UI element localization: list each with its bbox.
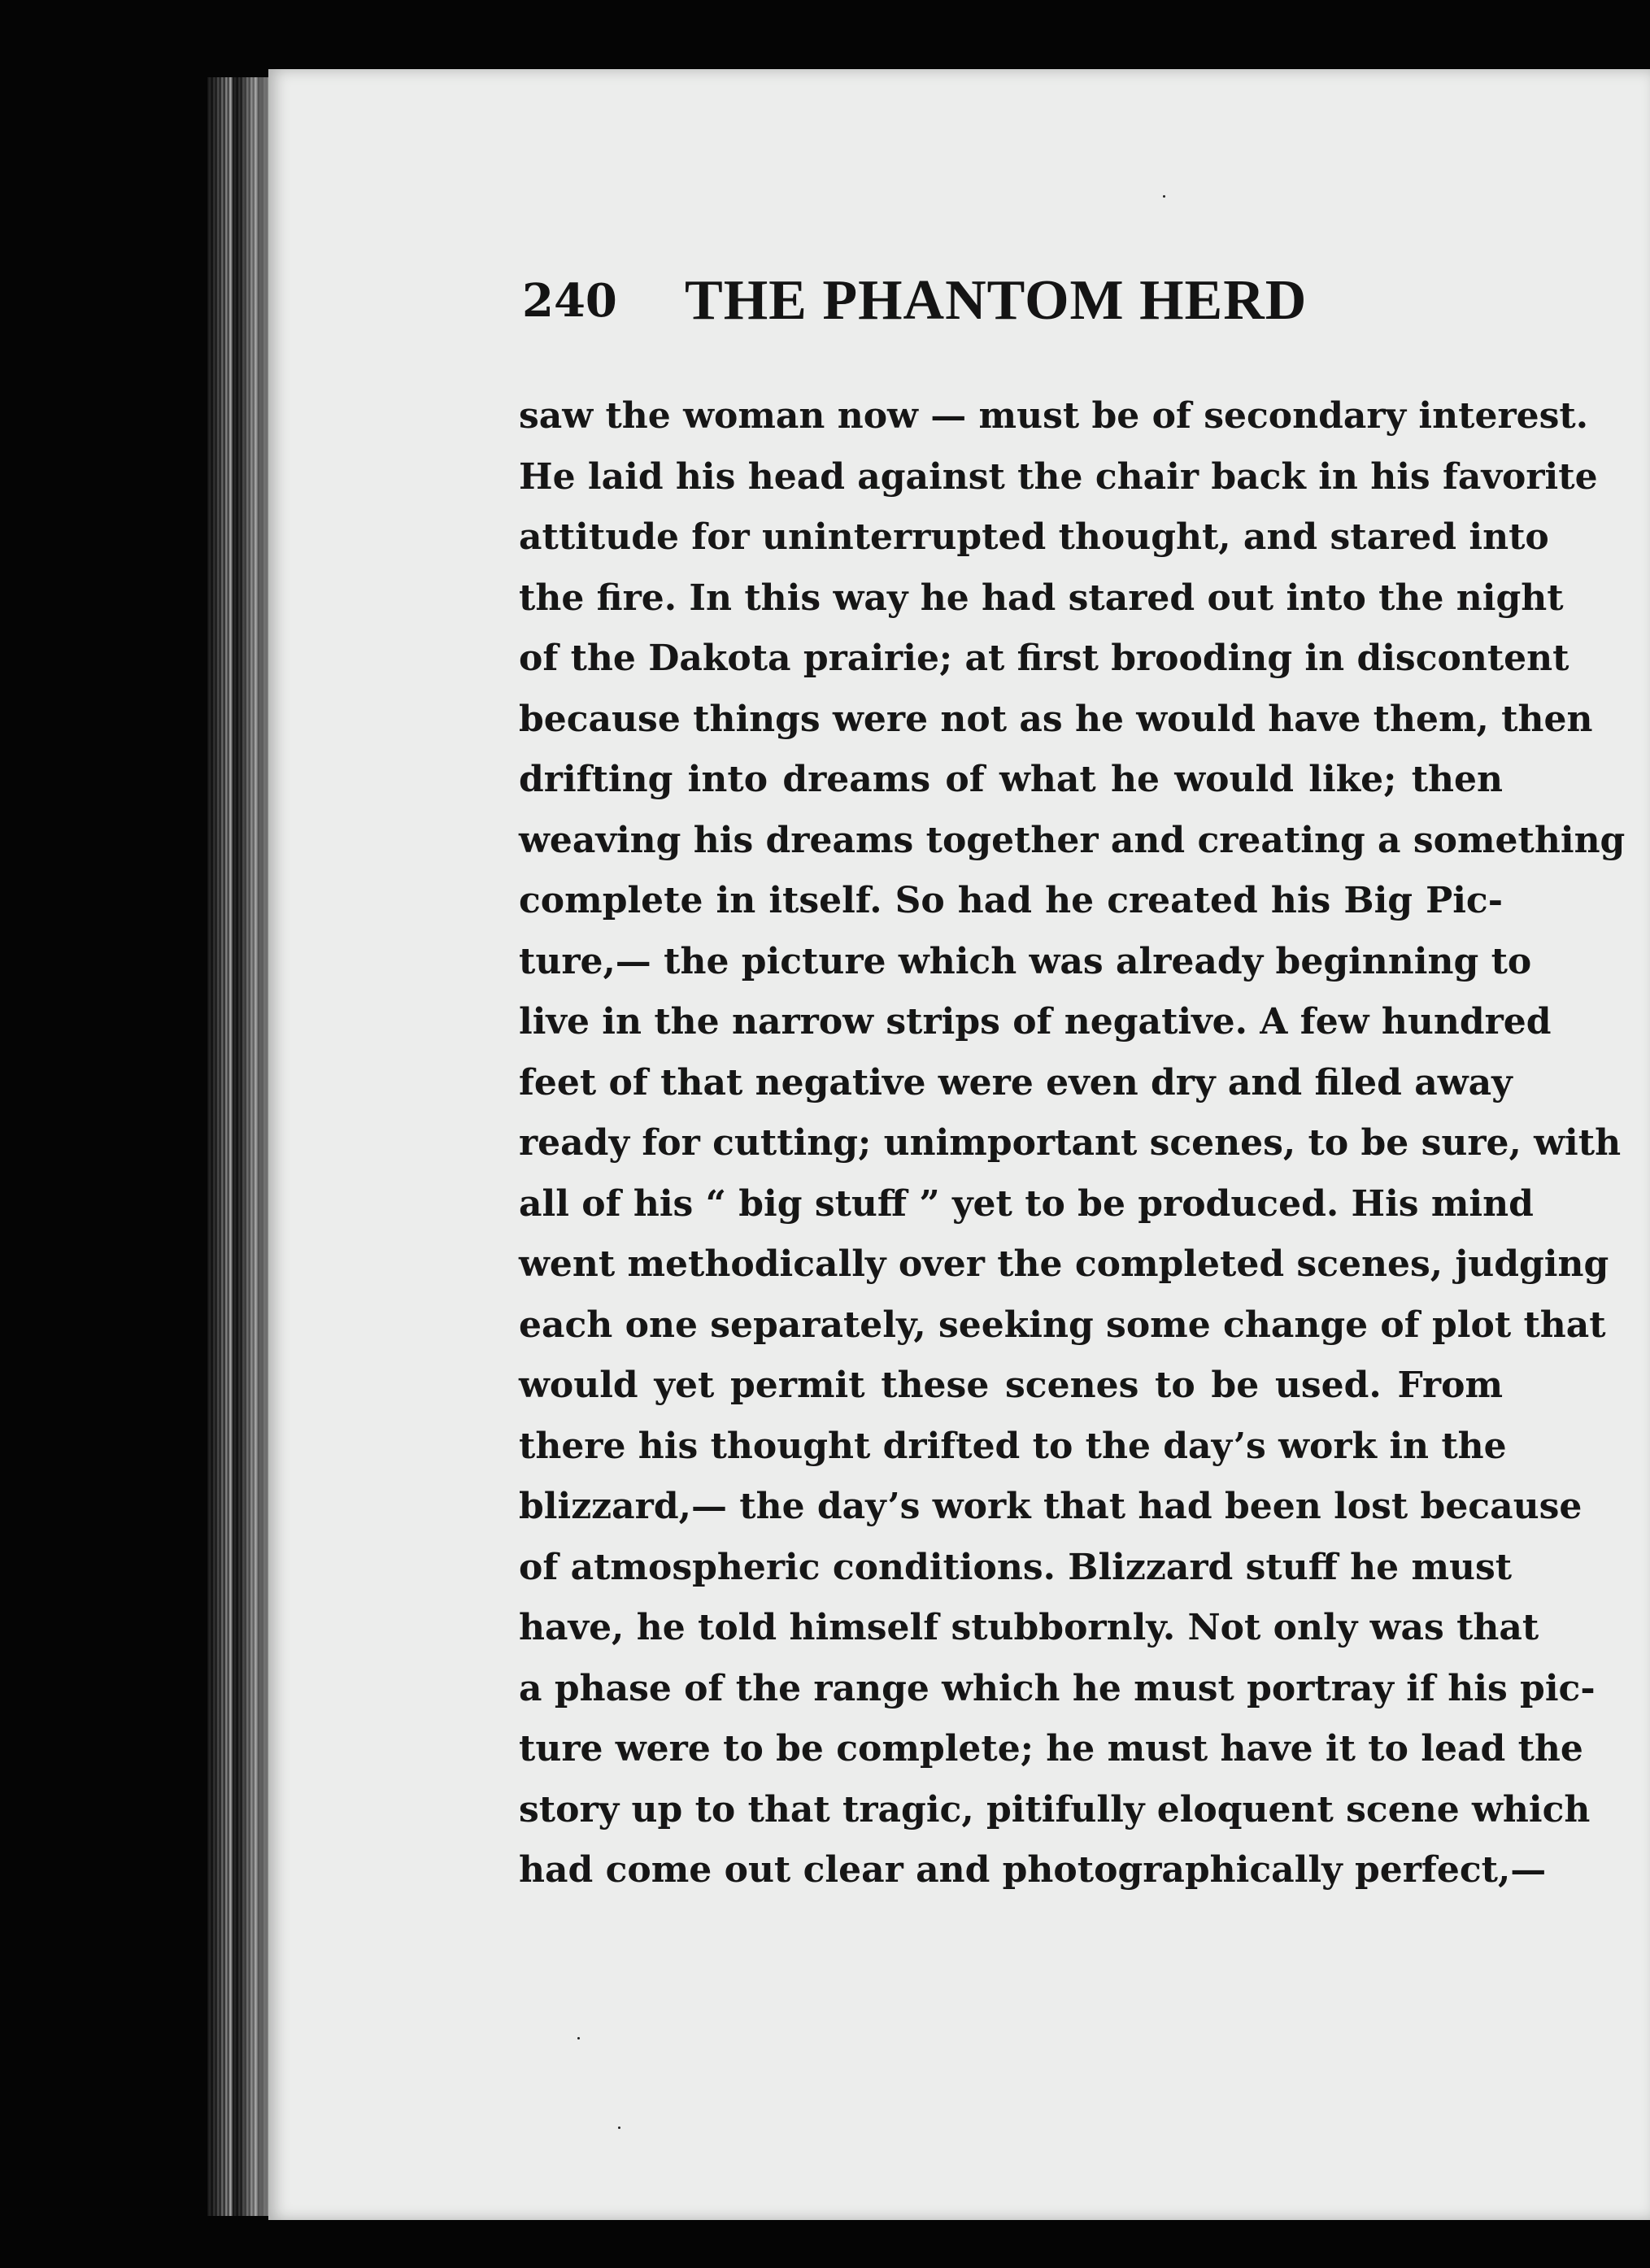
text-line: attitude for uninterrupted thought, and stared into	[519, 516, 1549, 558]
text-line: ture,— the picture which was already beginning to	[519, 940, 1532, 982]
text-line: blizzard,— the day’s work that had been lost because	[519, 1486, 1583, 1527]
text-line: weaving his dreams together and creating a something	[519, 819, 1626, 861]
text-line: because things were not as he would have them, then	[519, 698, 1593, 740]
text-line: a phase of the range which he must portray if his pic-	[519, 1667, 1596, 1709]
text-line: have, he told himself stubbornly. Not only was that	[519, 1607, 1539, 1648]
text-line: the fire. In this way he had stared out into the night	[519, 577, 1564, 619]
text-line: drifting into dreams of what he would like; then	[519, 759, 1503, 800]
page-content	[268, 69, 1650, 2220]
running-title: THE PHANTOM HERD	[685, 269, 1308, 332]
running-head	[522, 252, 1408, 350]
text-line: He laid his head against the chair back in his favorite	[519, 455, 1598, 498]
text-line: of the Dakota prairie; at first brooding in discontent	[519, 638, 1569, 679]
text-line: all of his “ big stuff ” yet to be produced. His mind	[519, 1182, 1534, 1225]
dust-speck	[618, 2127, 620, 2129]
dust-speck	[577, 2037, 580, 2039]
text-line: each one separately, seeking some change of plot that	[519, 1304, 1606, 1346]
text-line: of atmospheric conditions. Blizzard stuff he must	[519, 1546, 1513, 1588]
text-line: would yet permit these scenes to be used. From	[519, 1365, 1503, 1406]
text-line: went methodically over the completed scenes, judging	[519, 1243, 1609, 1285]
text-line: had come out clear and photographically perfect,—	[519, 1849, 1547, 1891]
text-line: ture were to be complete; he must have it to lead the	[519, 1728, 1583, 1770]
text-line: live in the narrow strips of negative. A few hundred	[519, 1001, 1552, 1043]
page-number: 240	[522, 274, 617, 328]
book-page	[268, 69, 1650, 2220]
dust-speck	[1163, 195, 1165, 198]
body-text	[519, 386, 1626, 1901]
text-line: saw the woman now — must be of secondary interest.	[519, 395, 1589, 437]
text-line: there his thought drifted to the day’s work in the	[519, 1425, 1507, 1467]
text-line: feet of that negative were even dry and filed away	[519, 1061, 1513, 1104]
text-line: story up to that tragic, pitifully eloquent scene which	[519, 1788, 1591, 1831]
text-line: complete in itself. So had he created his Big Pic-	[519, 880, 1503, 921]
text-line: ready for cutting; unimportant scenes, to be sure, with	[519, 1122, 1622, 1164]
